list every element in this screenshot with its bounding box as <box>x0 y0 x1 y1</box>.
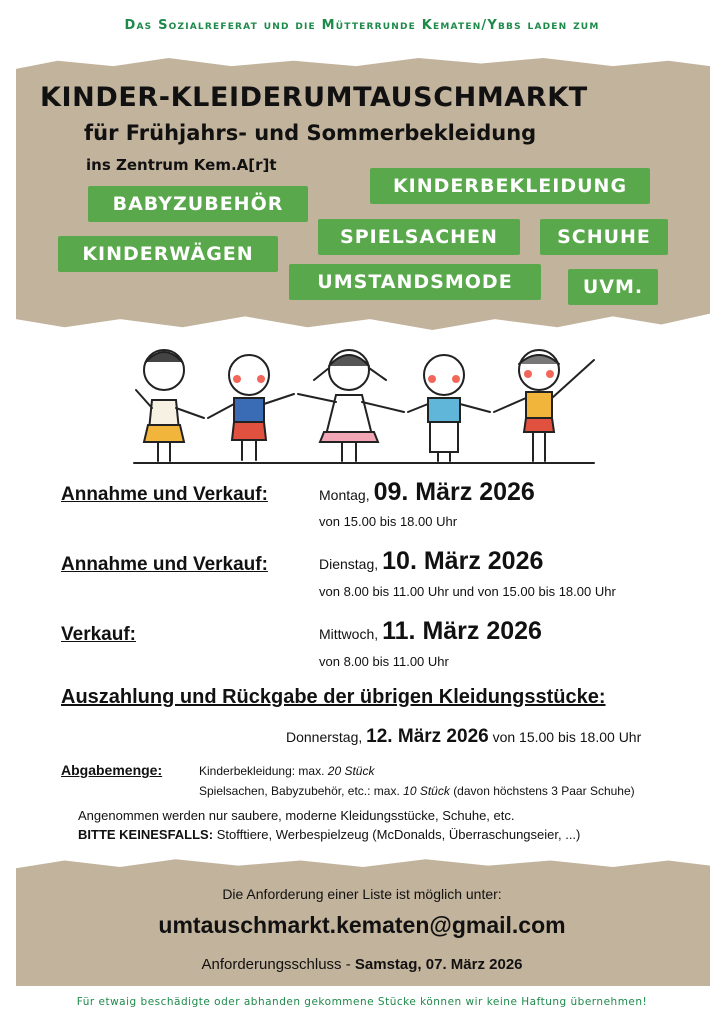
schedule-date-3: 11. März 2026 <box>382 617 542 645</box>
schedule-day-2 <box>319 547 543 576</box>
schedule-weekday-1: Montag, <box>319 487 370 503</box>
schedule-time-1: von 15.00 bis 18.00 Uhr <box>319 514 458 529</box>
refused-note <box>78 827 580 842</box>
abgabe-line-2-text: Spielsachen, Babyzubehör, etc.: max. <box>199 784 400 798</box>
schedule-label-3: Verkauf: <box>61 624 136 645</box>
abgabe-line-2-note: (davon höchstens 3 Paar Schuhe) <box>453 784 635 798</box>
abgabe-label: Abgabemenge: <box>61 762 163 778</box>
abgabe-line-1-qty: 20 Stück <box>327 764 375 778</box>
poster-title: KINDER-KLEIDERUMTAUSCHMARKT <box>40 82 588 113</box>
tag-umstandsmode: UMSTANDSMODE <box>289 264 541 300</box>
request-deadline <box>0 956 724 973</box>
schedule-day-3 <box>319 617 542 646</box>
tag-schuhe: SCHUHE <box>540 219 668 255</box>
payout-label: Auszahlung und Rückgabe der übrigen Kleidungsstücke: <box>61 686 606 708</box>
payout-weekday: Donnerstag, <box>286 729 363 745</box>
abgabe-line-2-qty: 10 Stück <box>403 784 450 798</box>
children-holding-hands-icon <box>124 340 604 470</box>
poster-subtitle: für Frühjahrs- und Sommerbekleidung <box>84 121 537 145</box>
intro-line: Das Sozialreferat und die Mütterrunde Kematen/Ybbs laden zum <box>124 18 600 33</box>
accepted-note: Angenommen werden nur saubere, moderne Kleidungsstücke, Schuhe, etc. <box>78 808 515 823</box>
list-request-text: Die Anforderung einer Liste ist möglich unter: <box>222 886 502 902</box>
deadline-label: Anforderungsschluss - <box>201 956 351 973</box>
schedule-weekday-3: Mittwoch, <box>319 626 379 642</box>
schedule-date-2: 10. März 2026 <box>382 547 544 575</box>
contact-email[interactable]: umtauschmarkt.kematen@gmail.com <box>158 912 566 938</box>
schedule-weekday-2: Dienstag, <box>319 556 379 572</box>
schedule-label-1: Annahme und Verkauf: <box>61 484 268 505</box>
payout-time: von 15.00 bis 18.00 Uhr <box>492 729 642 745</box>
tag-kinderwaegen: KINDERWÄGEN <box>58 236 278 272</box>
tag-spielsachen: SPIELSACHEN <box>318 219 520 255</box>
schedule-label-2: Annahme und Verkauf: <box>61 554 268 575</box>
refused-text: Stofftiere, Werbespielzeug (McDonalds, Überraschungseier, ...) <box>216 827 581 842</box>
refused-label: BITTE KEINESFALLS: <box>78 827 214 842</box>
abgabe-line-2 <box>199 784 635 798</box>
payout-date: 12. März 2026 <box>366 726 489 747</box>
venue: ins Zentrum Kem.A[r]t <box>86 156 277 174</box>
schedule-time-3: von 8.00 bis 11.00 Uhr <box>319 654 449 669</box>
liability-disclaimer: Für etwaig beschädigte oder abhanden gekommene Stücke können wir keine Haftung übernehmen! <box>76 996 648 1008</box>
schedule-time-2: von 8.00 bis 11.00 Uhr und von 15.00 bis 18.00 Uhr <box>319 584 616 599</box>
schedule-date-1: 09. März 2026 <box>373 478 535 506</box>
abgabe-line-1 <box>199 764 374 778</box>
tag-uvm: UVM. <box>568 269 658 305</box>
deadline-date: Samstag, 07. März 2026 <box>354 956 523 973</box>
schedule-day-1 <box>319 478 535 507</box>
abgabe-line-1-text: Kinderbekleidung: max. <box>199 764 325 778</box>
payout-day <box>286 726 641 748</box>
tag-babyzubehoer: BABYZUBEHÖR <box>88 186 308 222</box>
tag-kinderbekleidung: KINDERBEKLEIDUNG <box>370 168 650 204</box>
